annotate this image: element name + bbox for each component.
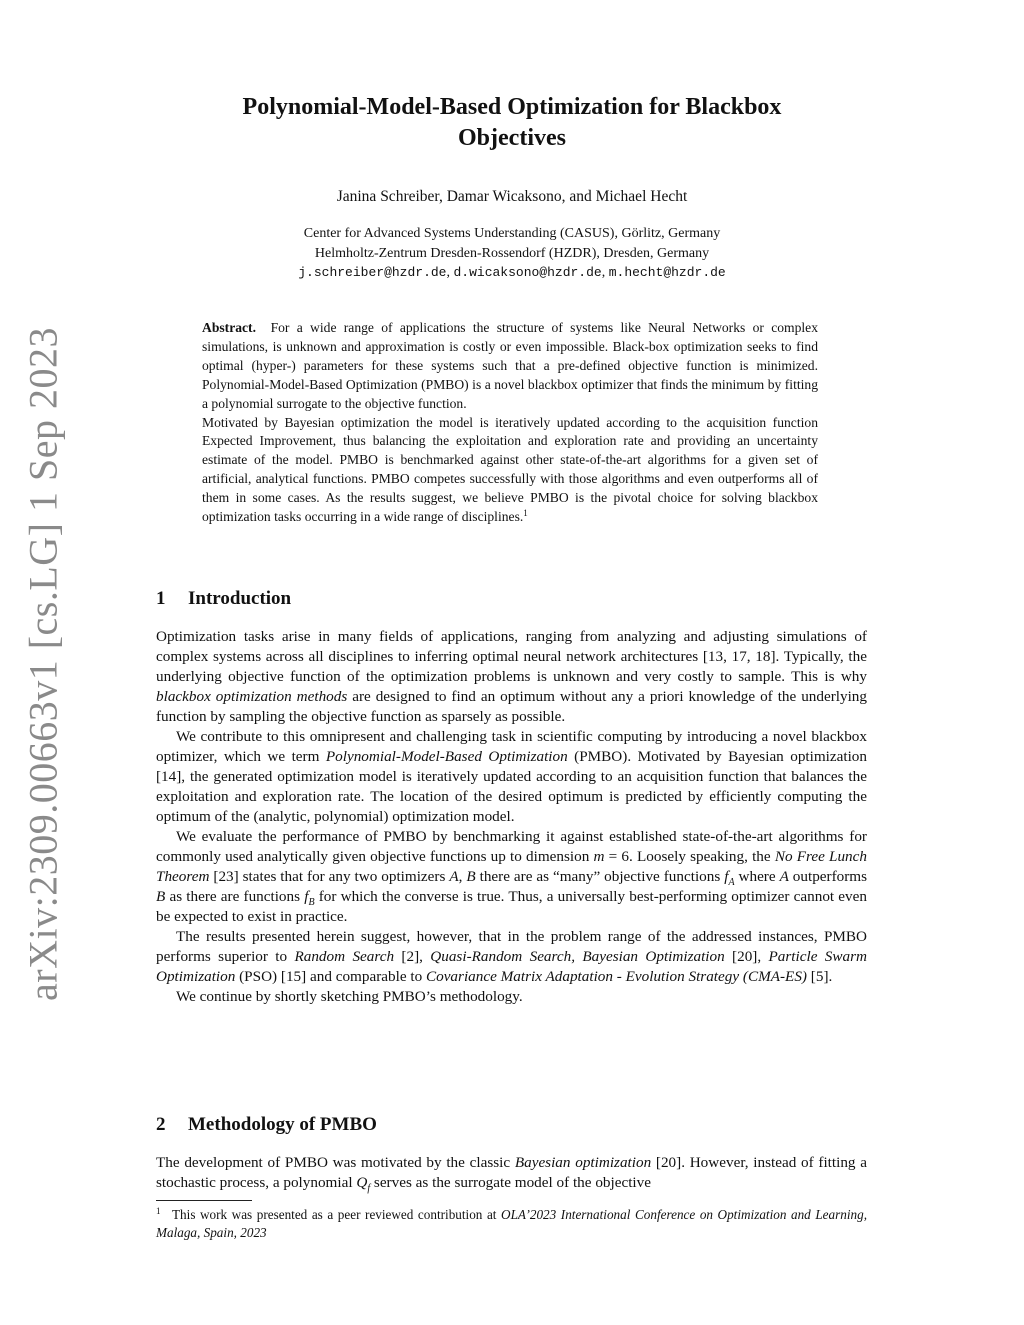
paper-title <box>160 92 864 154</box>
footnote-divider <box>156 1200 252 1201</box>
footnote-reference[interactable]: 1 <box>523 508 528 519</box>
intro-paragraph-4: The results presented herein suggest, however, that in the problem range of the addressed instances, PMBO performs superior to Random Search [2], Quasi-Random Search, Bayesian Optimization [20], Particle Swarm Optimization (PSO) [15] and comparable to Covariance Matrix Adaptation - Evolution Strategy (CMA-ES) [5]. <box>156 928 867 985</box>
section-heading-introduction <box>156 588 291 610</box>
section-title: Methodology of PMBO <box>188 1114 377 1135</box>
introduction-body <box>156 627 867 1007</box>
abstract-paragraph-2 <box>202 414 818 527</box>
footnote: 1 This work was presented as a peer reviewed contribution at OLA’2023 International Conference on Optimization and Learning, Malaga, Spain, 2023 <box>156 1206 867 1240</box>
intro-paragraph-5: We continue by shortly sketching PMBO’s methodology. <box>176 988 523 1005</box>
affiliation-hzdr: Helmholtz-Zentrum Dresden-Rossendorf (HZDR), Dresden, Germany <box>314 245 710 261</box>
intro-paragraph-3: We evaluate the performance of PMBO by benchmarking it against established state-of-the-art algorithms for commonly used analytically given objective functions up to dimension m = 6. Loosely speaking, the No Free Lunch Theorem [23] states that for any two optimizers A, B there are as “many” objective functions $f_A$ where A outperforms B as there are functions $f_B$ for which the converse is true. Thus, a universally best-performing optimizer cannot even be expected to exist in practice. <box>156 828 868 925</box>
title-line-2: Objectives <box>458 125 566 151</box>
author-emails <box>160 263 864 283</box>
section-title: Introduction <box>188 588 292 609</box>
email-separator: , <box>446 265 454 280</box>
arxiv-side-stamp: arXiv:2309.00663v1 [cs.LG] 1 Sep 2023 <box>20 327 66 1001</box>
abstract <box>202 319 818 527</box>
methodology-body <box>156 1153 867 1193</box>
abstract-text-2: Motivated by Bayesian optimization the model is iteratively updated according to the acquisition function Expected Improvement, thus balancing the exploitation and exploration rate and providing an uncertainty estimate of the model. PMBO is benchmarked against other state-of-the-art algorithms for a given set of artificial, analytical functions. PMBO competes successfully with those algorithms and even outperforms all of them in some cases. As the results suggest, we believe PMBO is the pivotal choice for solving blackbox optimization tasks occurring in a wide range of disciplines. <box>202 414 818 525</box>
intro-paragraph-2: We contribute to this omnipresent and challenging task in scientific computing by introducing a novel blackbox optimizer, which we term Polynomial-Model-Based Optimization (PMBO). Motivated by Bayesian optimization [14], the generated optimization model is iteratively updated according to an acquisition function that balances the exploitation and exploration rate. The location of the desired optimum is predicted by efficiently computing the optimum of the (analytic, polynomial) optimization model. <box>156 728 867 825</box>
abstract-label: Abstract. <box>202 320 256 335</box>
intro-paragraph-1: Optimization tasks arise in many fields of applications, ranging from analyzing and adjusting simulations of complex systems across all disciplines to inferring optimal neural network architectures [13, 17, 18]. Typically, the underlying objective function of the optimization problems is unknown and very costly to sample. This is why blackbox optimization methods are designed to find an optimum without any a priori knowledge of the underlying function by sampling the objective function as sparsely as possible. <box>156 628 867 725</box>
footnote-text: This work was presented as a peer reviewed contribution at OLA’2023 International Conference on Optimization and Learning, Malaga, Spain, 2023 <box>156 1207 867 1240</box>
abstract-text-1: For a wide range of applications the structure of systems like Neural Networks or complex simulations, is unknown and approximation is costly or even impossible. Black-box optimization seeks to find optimal (hyper-) parameters for these systems such that a pre-defined objective function is minimized. Polynomial-Model-Based Optimization (PMBO) is a novel blackbox optimizer that finds the minimum by fitting a polynomial surrogate to the objective function. <box>202 320 819 411</box>
email-separator: , <box>601 265 609 280</box>
section-number: 1 <box>156 588 166 609</box>
section-number: 2 <box>156 1114 166 1135</box>
title-line-1: Polynomial-Model-Based Optimization for Blackbox <box>242 94 782 120</box>
email-wicaksono[interactable]: d.wicaksono@hzdr.de <box>453 265 602 280</box>
affiliations <box>160 224 864 283</box>
author-list: Janina Schreiber, Damar Wicaksono, and Michael Hecht <box>336 188 688 205</box>
section-heading-methodology <box>156 1114 377 1136</box>
methodology-paragraph-1: The development of PMBO was motivated by the classic Bayesian optimization [20]. However, instead of fitting a stochastic process, a polynomial $Q_f$ serves as the surrogate model of the objective <box>156 1154 867 1195</box>
affiliation-casus: Center for Advanced Systems Understanding (CASUS), Görlitz, Germany <box>303 226 721 241</box>
abstract-paragraph-1 <box>202 319 818 414</box>
email-hecht[interactable]: m.hecht@hzdr.de <box>608 265 726 280</box>
email-schreiber[interactable]: j.schreiber@hzdr.de <box>298 265 447 280</box>
